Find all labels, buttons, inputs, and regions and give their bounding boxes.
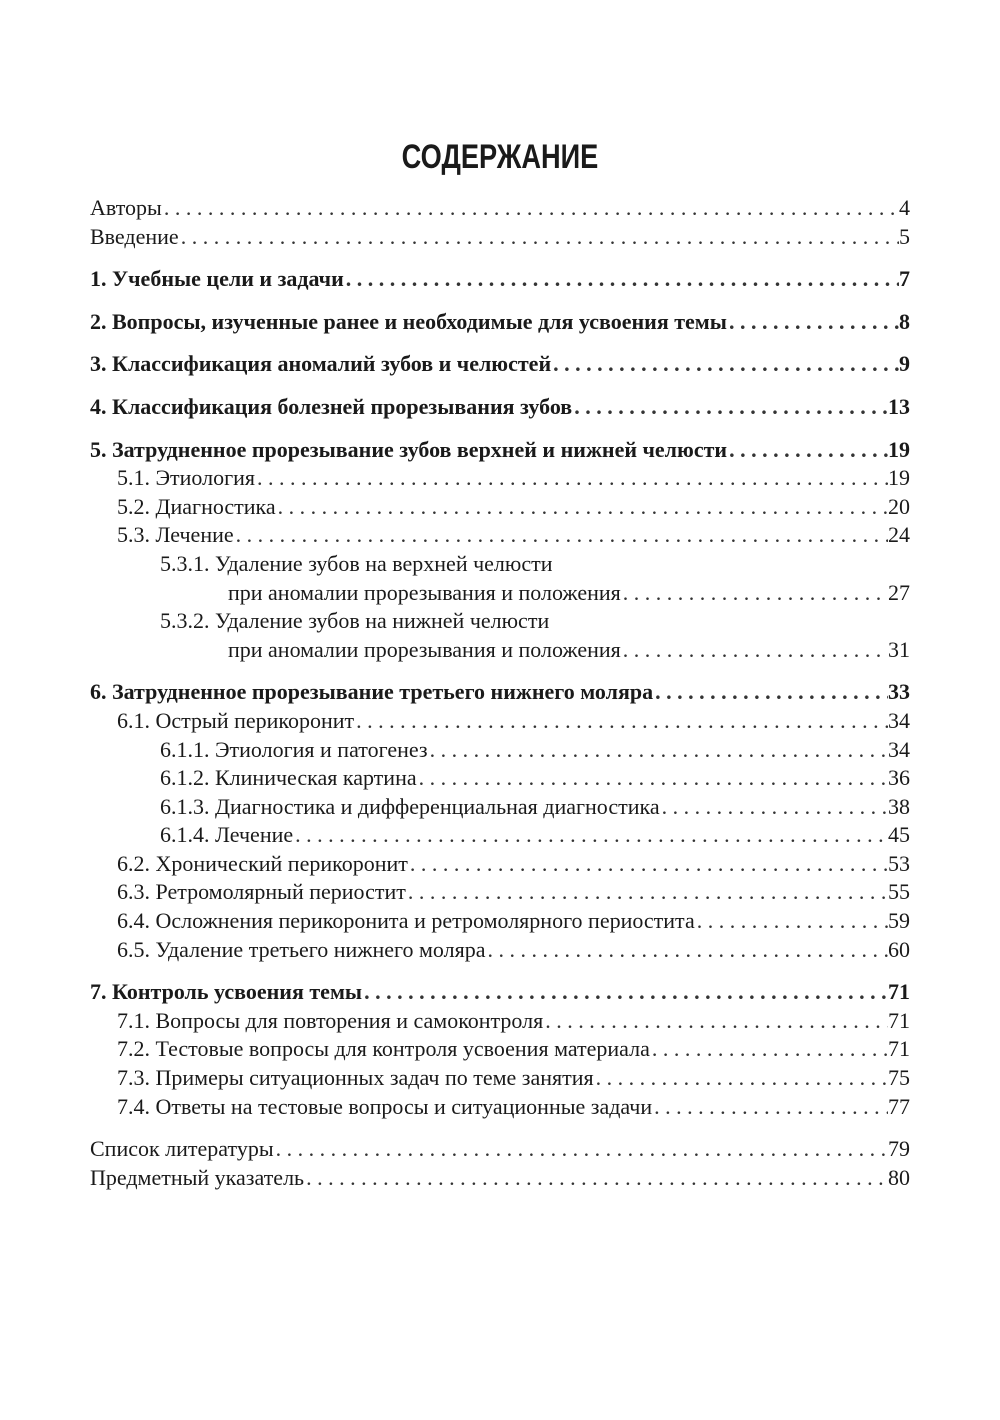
- toc-entry-subject-index[interactable]: [90, 1164, 910, 1193]
- toc-entry-5-2[interactable]: [90, 493, 910, 522]
- toc-entry-title: 7.4. Ответы на тестовые вопросы и ситуационные задачи: [117, 1093, 653, 1119]
- toc-entry-authors[interactable]: [90, 194, 910, 223]
- toc-page-number: 34: [888, 736, 910, 762]
- toc-page-number: 7: [899, 266, 910, 292]
- dot-leader: [417, 764, 888, 793]
- toc-entry-title: 6.1.4. Лечение: [160, 822, 294, 848]
- toc-entry-6-1[interactable]: [90, 707, 910, 736]
- dot-leader: [727, 436, 888, 465]
- toc-page-number: 38: [888, 793, 910, 819]
- toc-entry-chapter-7[interactable]: [90, 978, 910, 1007]
- toc-page-number: 60: [888, 936, 910, 962]
- toc-page-number: 45: [888, 822, 910, 848]
- toc-entry-title: 5.3. Лечение: [117, 522, 234, 548]
- toc-entry-6-2[interactable]: [90, 850, 910, 879]
- toc-entry-title: 7.3. Примеры ситуационных задач по теме занятия: [117, 1065, 594, 1091]
- table-of-contents: [90, 194, 910, 1192]
- toc-page-number: 77: [888, 1093, 910, 1119]
- toc-page-number: 19: [888, 436, 910, 462]
- toc-page-number: 75: [888, 1065, 910, 1091]
- toc-entry-6-1-4[interactable]: [90, 821, 910, 850]
- toc-page-number: 80: [888, 1164, 910, 1190]
- dot-leader: [621, 579, 888, 608]
- dot-leader: [162, 194, 899, 223]
- toc-entry-title: Список литературы: [90, 1136, 274, 1162]
- dot-leader: [653, 678, 888, 707]
- page-title: СОДЕРЖАНИЕ: [401, 138, 599, 176]
- toc-entry-title: 3. Классификация аномалий зубов и челюстей: [90, 351, 552, 377]
- dot-leader: [255, 464, 888, 493]
- dot-leader: [428, 736, 888, 765]
- toc-page-number: 34: [888, 707, 910, 733]
- toc-entry-title: Предметный указатель: [90, 1164, 305, 1190]
- toc-entry-chapter-5[interactable]: [90, 436, 910, 465]
- toc-entry-title: Введение: [90, 223, 179, 249]
- toc-entry-title: 5. Затрудненное прорезывание зубов верхней и нижней челюсти: [90, 436, 728, 462]
- toc-entry-6-1-3[interactable]: [90, 793, 910, 822]
- dot-leader: [362, 978, 888, 1007]
- dot-leader: [543, 1007, 888, 1036]
- toc-entry-5-3-2-continuation[interactable]: [90, 636, 910, 665]
- dot-leader: [408, 850, 888, 879]
- toc-entry-title: 6.2. Хронический перикоронит: [117, 850, 408, 876]
- toc-page-number: 13: [888, 393, 910, 419]
- toc-entry-title: 5.3.2. Удаление зубов на нижней челюсти: [160, 608, 550, 634]
- toc-page-number: 53: [888, 850, 910, 876]
- toc-entry-title: 7.1. Вопросы для повторения и самоконтроля: [117, 1007, 544, 1033]
- toc-entry-5-3[interactable]: [90, 521, 910, 550]
- toc-entry-7-3[interactable]: [90, 1064, 910, 1093]
- toc-entry-6-3[interactable]: [90, 878, 910, 907]
- toc-entry-title: 5.1. Этиология: [117, 465, 256, 491]
- toc-entry-title: Авторы: [90, 195, 162, 220]
- dot-leader: [344, 265, 899, 294]
- toc-entry-5-3-1[interactable]: [90, 550, 910, 579]
- dot-leader: [304, 1164, 888, 1193]
- toc-entry-chapter-2[interactable]: [90, 308, 910, 337]
- toc-entry-chapter-1[interactable]: [90, 265, 910, 294]
- toc-entry-title: 7. Контроль усвоения темы: [90, 979, 363, 1005]
- toc-page-number: 55: [888, 879, 910, 905]
- toc-page-number: 33: [888, 679, 910, 705]
- dot-leader: [234, 521, 888, 550]
- dot-leader: [293, 821, 888, 850]
- toc-entry-5-3-2[interactable]: [90, 607, 910, 636]
- toc-page-number: 71: [888, 979, 910, 1005]
- dot-leader: [406, 878, 888, 907]
- toc-page-number: 36: [888, 765, 910, 791]
- toc-entry-title: 7.2. Тестовые вопросы для контроля усвоения материала: [117, 1036, 650, 1062]
- toc-entry-title: 4. Классификация болезней прорезывания зубов: [90, 393, 573, 419]
- toc-entry-references[interactable]: [90, 1135, 910, 1164]
- dot-leader: [276, 493, 888, 522]
- toc-page-number: 5: [899, 223, 910, 249]
- toc-entry-title: 1. Учебные цели и задачи: [90, 266, 344, 292]
- dot-leader: [274, 1135, 888, 1164]
- toc-entry-title: 6.1.3. Диагностика и дифференциальная диагностика: [160, 793, 660, 819]
- dot-leader: [354, 707, 888, 736]
- toc-entry-7-4[interactable]: [90, 1093, 910, 1122]
- toc-entry-title-continuation: при аномалии прорезывания и положения: [228, 636, 621, 662]
- toc-page-number: 71: [888, 1036, 910, 1062]
- dot-leader: [621, 636, 888, 665]
- toc-entry-title: 6.1.1. Этиология и патогенез: [160, 736, 428, 762]
- toc-entry-introduction[interactable]: [90, 223, 910, 252]
- dot-leader: [594, 1064, 888, 1093]
- dot-leader: [727, 308, 899, 337]
- dot-leader: [650, 1035, 888, 1064]
- toc-page-number: 59: [888, 908, 910, 934]
- toc-page-number: 4: [899, 195, 910, 220]
- toc-page-number: 79: [888, 1136, 910, 1162]
- dot-leader: [486, 936, 889, 965]
- toc-entry-title: 6.1. Острый перикоронит: [117, 707, 355, 733]
- toc-entry-6-4[interactable]: [90, 907, 910, 936]
- toc-page-number: 19: [888, 465, 910, 491]
- toc-entry-6-1-1[interactable]: [90, 736, 910, 765]
- toc-page-number: 9: [899, 351, 910, 377]
- dot-leader: [551, 350, 899, 379]
- dot-leader: [572, 393, 888, 422]
- toc-entry-6-5[interactable]: [90, 936, 910, 965]
- toc-entry-title: 6.4. Осложнения перикоронита и ретромолярного периостита: [117, 908, 695, 934]
- toc-entry-title: 6. Затрудненное прорезывание третьего нижнего моляра: [90, 679, 654, 705]
- toc-page-number: 71: [888, 1007, 910, 1033]
- toc-entry-chapter-3[interactable]: [90, 350, 910, 379]
- toc-page-number: 20: [888, 493, 910, 519]
- toc-entry-chapter-6[interactable]: [90, 678, 910, 707]
- toc-page-number: 24: [888, 522, 910, 548]
- toc-entry-6-1-2[interactable]: [90, 764, 910, 793]
- toc-page-number: 8: [899, 308, 910, 334]
- dot-leader: [652, 1093, 888, 1122]
- toc-entry-7-1[interactable]: [90, 1007, 910, 1036]
- toc-entry-title-continuation: при аномалии прорезывания и положения: [228, 579, 621, 605]
- dot-leader: [179, 223, 899, 252]
- toc-entry-title: 5.3.1. Удаление зубов на верхней челюсти: [160, 550, 553, 576]
- toc-page-number: 27: [888, 579, 910, 605]
- dot-leader: [695, 907, 888, 936]
- toc-entry-title: 6.5. Удаление третьего нижнего моляра: [117, 936, 486, 962]
- toc-entry-title: 6.1.2. Клиническая картина: [160, 765, 417, 791]
- toc-entry-5-1[interactable]: [90, 464, 910, 493]
- dot-leader: [660, 793, 888, 822]
- toc-entry-7-2[interactable]: [90, 1035, 910, 1064]
- toc-page-number: 31: [888, 636, 910, 662]
- toc-entry-title: 2. Вопросы, изученные ранее и необходимые для усвоения темы: [90, 308, 727, 334]
- toc-entry-chapter-4[interactable]: [90, 393, 910, 422]
- toc-entry-5-3-1-continuation[interactable]: [90, 579, 910, 608]
- toc-entry-title: 5.2. Диагностика: [117, 493, 276, 519]
- toc-entry-title: 6.3. Ретромолярный периостит: [117, 879, 406, 905]
